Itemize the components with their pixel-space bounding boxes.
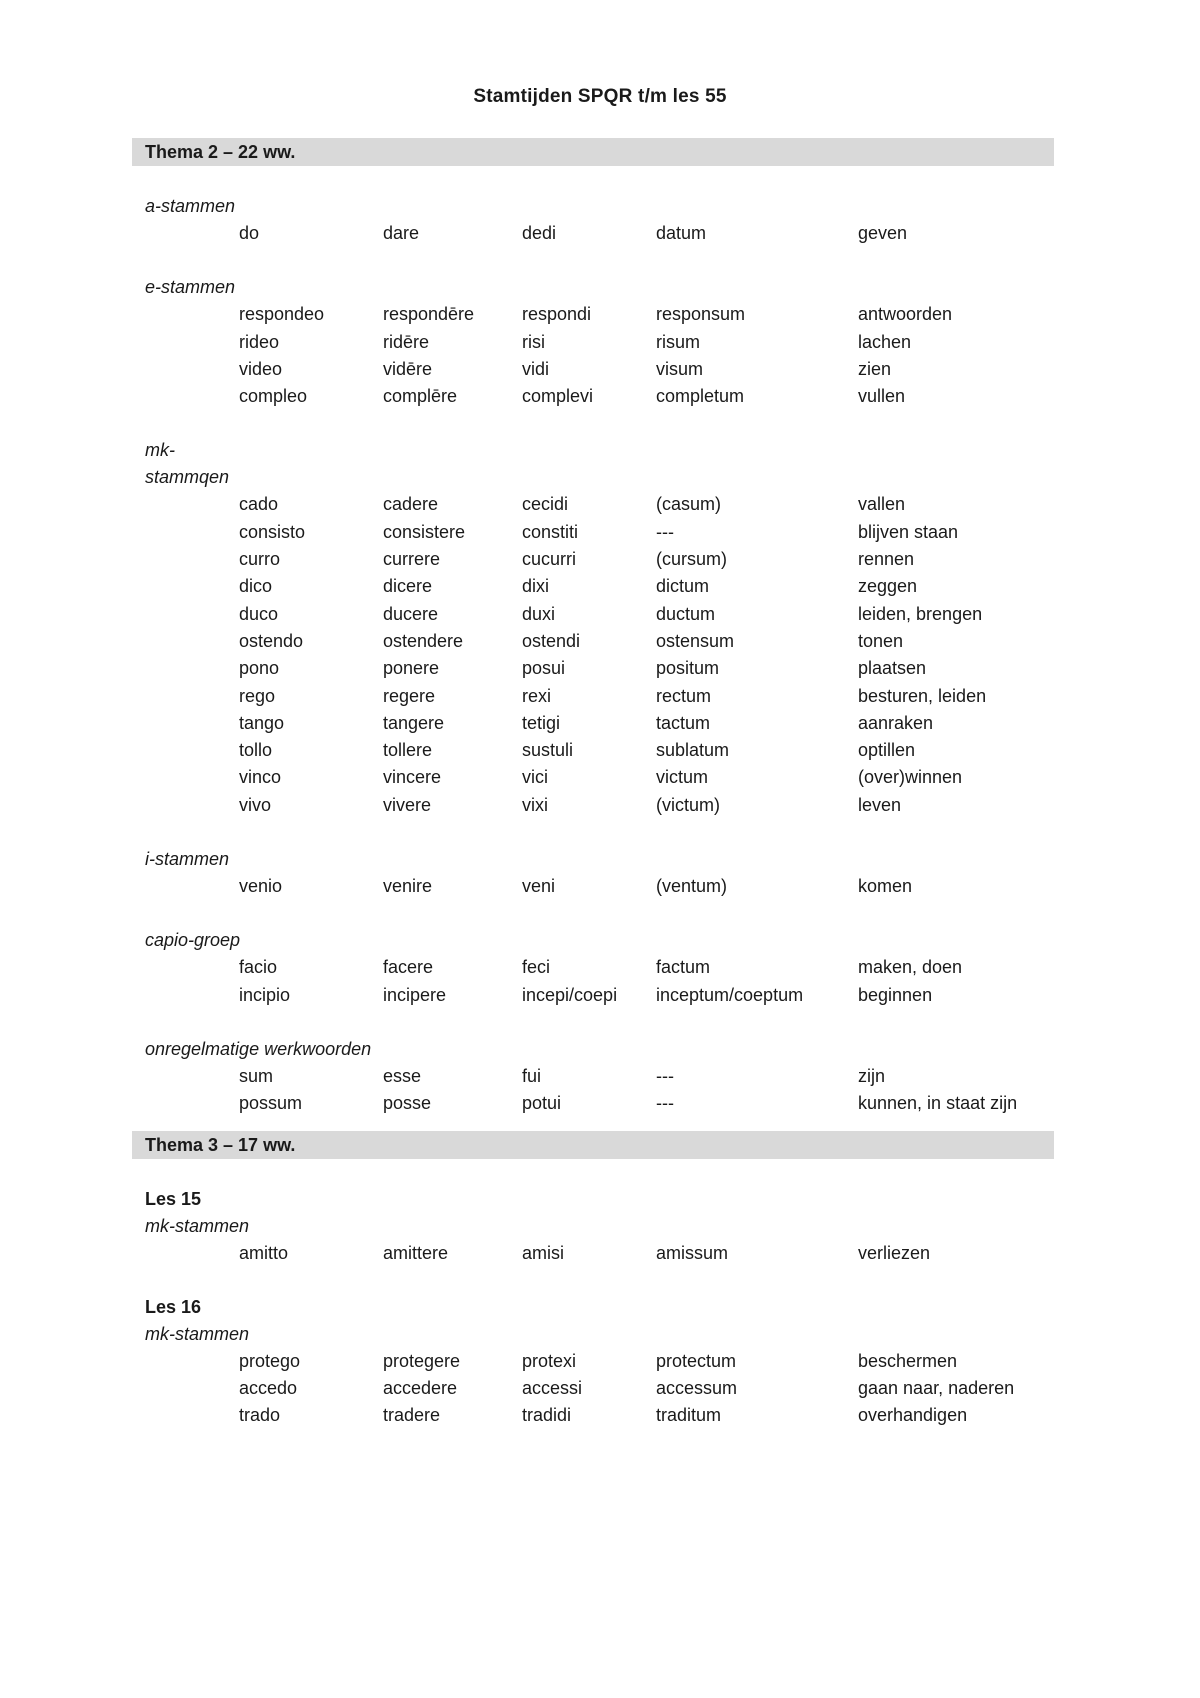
verb-present: duco [239,603,279,624]
verb-list [132,301,1054,410]
verb-supine: amissum [656,1242,729,1263]
verb-present: venio [239,876,283,897]
verb-perfect: veni [522,876,556,897]
verb-present: rego [239,685,276,706]
verb-translation: beschermen [858,1350,958,1371]
verb-infinitive: vidēre [383,358,433,379]
verb-perfect: constiti [522,521,579,542]
verb-row [132,1402,1054,1429]
verb-present: vivo [239,794,272,815]
verb-supine: (cursum) [656,549,727,570]
verb-perfect: feci [522,957,551,978]
verb-perfect: tetigi [522,712,561,733]
verb-translation: plaatsen [858,658,927,679]
verb-perfect: dixi [522,576,550,597]
verb-perfect: vici [522,767,548,788]
verb-infinitive: ponere [383,658,440,679]
verb-row [132,683,1054,710]
verb-present: compleo [239,386,308,407]
verb-present: protego [239,1350,301,1371]
verb-present: rideo [239,331,280,352]
verb-supine: risum [656,331,700,352]
verb-supine: inceptum/coeptum [656,984,804,1005]
verb-row [132,383,1054,410]
verb-infinitive: tangere [383,712,445,733]
verb-perfect: duxi [522,603,556,624]
verb-list [132,220,1054,247]
stem-group [132,193,1054,247]
verb-list [132,1348,1054,1430]
verb-translation: beginnen [858,984,933,1005]
verb-infinitive: incipere [383,984,447,1005]
verb-translation: vallen [858,494,906,515]
verb-supine: (victum) [656,794,720,815]
verb-infinitive: cadere [383,494,439,515]
verb-translation: blijven staan [858,521,959,542]
stem-group-label: e-stammen [145,277,236,298]
verb-present: tollo [239,740,273,761]
verb-present: do [239,223,260,243]
stem-group [132,1036,1054,1118]
verb-row [132,356,1054,383]
verb-perfect: fui [522,1065,542,1086]
verb-infinitive: venire [383,876,433,897]
verb-present: video [239,358,283,379]
verb-translation: (over)winnen [858,767,963,788]
verb-row [132,1063,1054,1090]
verb-present: possum [239,1093,303,1114]
verb-present: vinco [239,767,282,788]
verb-present: cado [239,494,279,515]
verb-perfect: posui [522,658,566,679]
verb-present: amitto [239,1242,289,1263]
verb-perfect: risi [522,331,545,352]
verb-list [132,1240,1054,1267]
verb-perfect: rexi [522,685,552,706]
verb-list [132,1063,1054,1118]
verb-infinitive: ridēre [383,331,430,352]
verb-present: ostendo [239,630,304,651]
verb-perfect: accessi [522,1378,583,1399]
verb-list [132,491,1054,819]
stem-group [132,1321,1054,1430]
verb-row [132,655,1054,682]
verb-infinitive: respondēre [383,304,475,325]
stem-group [132,927,1054,1009]
verb-perfect: protexi [522,1350,577,1371]
verb-translation: kunnen, in staat zijn [858,1093,1018,1114]
verb-infinitive: accedere [383,1378,458,1399]
verb-infinitive: tradere [383,1405,441,1426]
verb-translation: zijn [858,1065,886,1086]
verb-translation: maken, doen [858,957,963,978]
verb-row [132,519,1054,546]
verb-infinitive: posse [383,1093,432,1114]
verb-infinitive: facere [383,957,434,978]
verb-present: incipio [239,984,291,1005]
verb-row [132,573,1054,600]
verb-supine: victum [656,767,709,788]
verb-translation: optillen [858,740,916,761]
verb-translation: antwoorden [858,304,953,325]
verb-infinitive: vincere [383,767,442,788]
verb-row [132,1375,1054,1402]
verb-infinitive: ostendere [383,630,464,651]
verb-supine: protectum [656,1350,737,1371]
theme-header: Thema 3 – 17 ww. [132,1131,1054,1159]
verb-present: pono [239,658,280,679]
verb-infinitive: dare [383,223,420,243]
verb-translation: lachen [858,331,912,352]
verb-supine: --- [656,1065,674,1086]
verb-infinitive: vivere [383,794,432,815]
verb-infinitive: consistere [383,521,466,542]
stem-group-label: mk-stammen [145,1215,250,1236]
verb-row [132,737,1054,764]
verb-infinitive: ducere [383,603,439,624]
stem-group [132,274,1054,410]
document-content [132,138,1054,1457]
theme-header: Thema 2 – 22 ww. [132,138,1054,166]
stem-group-label: capio-groep [145,930,241,951]
verb-supine: rectum [656,685,712,706]
verb-supine: ductum [656,603,716,624]
verb-row [132,301,1054,328]
verb-translation: tonen [858,630,904,651]
verb-row [132,491,1054,518]
verb-infinitive: currere [383,549,441,570]
verb-perfect: ostendi [522,630,581,651]
verb-supine: accessum [656,1378,738,1399]
verb-present: dico [239,576,273,597]
stem-group-label: mk-stammqen [145,440,230,488]
verb-row [132,792,1054,819]
verb-row [132,1090,1054,1117]
verb-supine: completum [656,386,745,407]
verb-supine: dictum [656,576,710,597]
verb-translation: leven [858,794,902,815]
verb-supine: tactum [656,712,711,733]
verb-present: consisto [239,521,306,542]
verb-row [132,982,1054,1009]
verb-perfect: cecidi [522,494,569,515]
verb-infinitive: protegere [383,1350,461,1371]
verb-translation: aanraken [858,712,934,733]
verb-perfect: amisi [522,1242,565,1263]
lesson-heading: Les 16 [145,1296,202,1317]
stem-group [132,437,1054,819]
stem-group [132,846,1054,900]
page-title: Stamtijden SPQR t/m les 55 [473,86,727,107]
verb-translation: zeggen [858,576,918,597]
verb-perfect: respondi [522,304,592,325]
verb-present: trado [239,1405,281,1426]
verb-perfect: vixi [522,794,548,815]
verb-row [132,628,1054,655]
verb-perfect: complevi [522,386,594,407]
verb-infinitive: dicere [383,576,433,597]
verb-translation: zien [858,358,892,379]
verb-supine: positum [656,658,720,679]
verb-translation: verliezen [858,1242,931,1263]
verb-supine: (casum) [656,494,722,515]
verb-supine: responsum [656,304,746,325]
verb-infinitive: amittere [383,1242,449,1263]
verb-translation: leiden, brengen [858,603,983,624]
verb-present: facio [239,957,278,978]
verb-translation: overhandigen [858,1405,968,1426]
verb-translation: geven [858,223,908,243]
verb-supine: --- [656,1093,674,1114]
verb-supine: sublatum [656,740,730,761]
verb-translation: besturen, leiden [858,685,987,706]
verb-supine: factum [656,957,711,978]
verb-translation: rennen [858,549,915,570]
stem-group-label: i-stammen [145,849,230,870]
verb-row [132,220,1054,247]
verb-list [132,954,1054,1009]
stem-group-label: onregelmatige werkwoorden [145,1038,372,1059]
verb-translation: vullen [858,386,906,407]
verb-perfect: dedi [522,223,557,243]
lesson-heading: Les 15 [145,1188,202,1209]
verb-perfect: potui [522,1093,562,1114]
verb-row [132,329,1054,356]
verb-infinitive: esse [383,1065,422,1086]
verb-perfect: tradidi [522,1405,572,1426]
verb-translation: gaan naar, naderen [858,1378,1015,1399]
verb-perfect: vidi [522,358,550,379]
verb-supine: traditum [656,1405,722,1426]
verb-present: tango [239,712,285,733]
verb-row [132,601,1054,628]
verb-list [132,873,1054,900]
verb-row [132,954,1054,981]
verb-supine: visum [656,358,704,379]
verb-present: curro [239,549,281,570]
verb-row [132,1348,1054,1375]
verb-infinitive: regere [383,685,436,706]
stem-group-label: mk-stammen [145,1323,250,1344]
stem-group-label: a-stammen [145,196,236,216]
verb-infinitive: complēre [383,386,458,407]
verb-supine: ostensum [656,630,735,651]
verb-present: respondeo [239,304,325,325]
stem-group [132,1213,1054,1267]
verb-perfect: cucurri [522,549,577,570]
verb-infinitive: tollere [383,740,433,761]
verb-perfect: sustuli [522,740,574,761]
verb-row [132,764,1054,791]
verb-present: sum [239,1065,274,1086]
verb-row [132,710,1054,737]
verb-perfect: incepi/coepi [522,984,618,1005]
verb-row [132,873,1054,900]
verb-translation: komen [858,876,913,897]
verb-row [132,546,1054,573]
verb-supine: (ventum) [656,876,728,897]
verb-supine: datum [656,223,707,243]
verb-row [132,1240,1054,1267]
verb-present: accedo [239,1378,298,1399]
verb-supine: --- [656,521,674,542]
